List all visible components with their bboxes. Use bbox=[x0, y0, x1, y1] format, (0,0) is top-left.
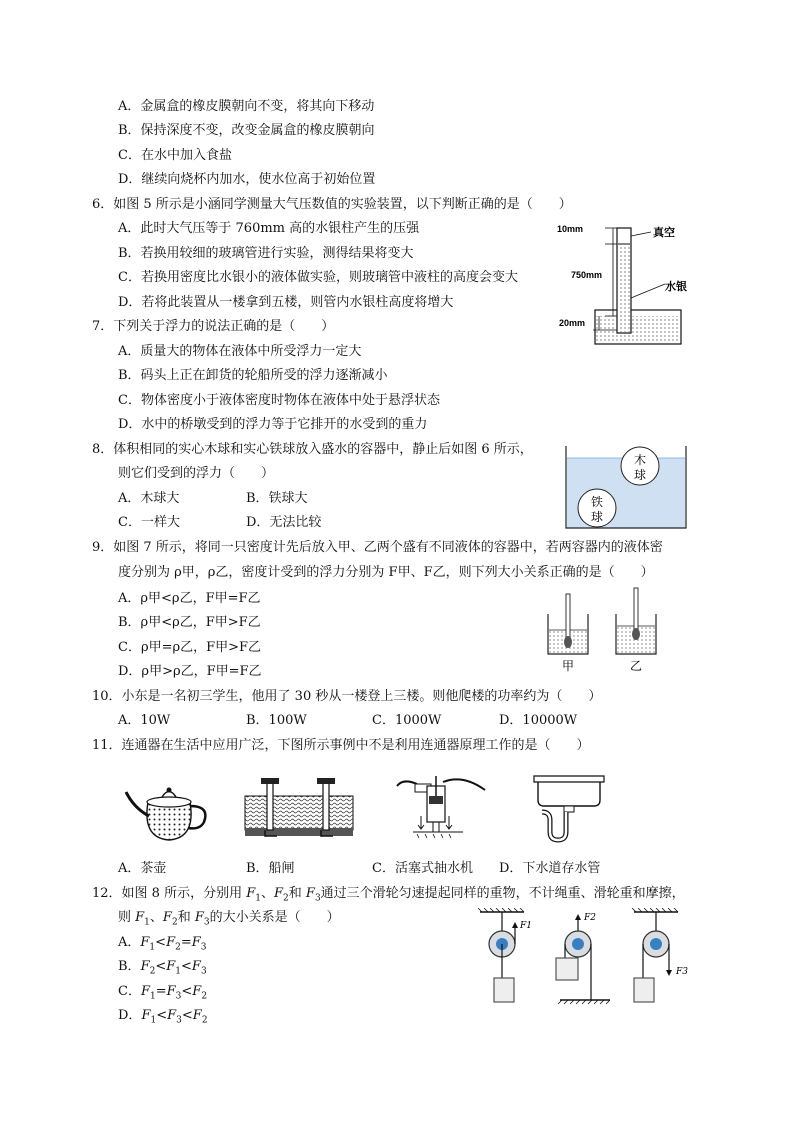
q12-stem-line1: 12．如图 8 所示，分别用 $F_1$、$F_2$和 $F_3$通过三个滑轮匀速提起同样的重物，不计绳重、滑轮重和摩擦， bbox=[92, 886, 685, 904]
iron-ball-label-2: 球 bbox=[591, 510, 604, 524]
iron-ball-label-1: 铁 bbox=[591, 495, 604, 509]
q10-option-a: A．10W bbox=[118, 713, 171, 728]
container-b-label: 乙 bbox=[630, 659, 643, 673]
label-750mm: 750mm bbox=[571, 270, 603, 280]
label-f2: F2 bbox=[584, 913, 596, 923]
label-f3: F3 bbox=[676, 967, 688, 977]
q6-option-a: A．此时大气压等于 760mm 高的水银柱产生的压强 bbox=[118, 221, 420, 236]
teapot-image bbox=[122, 782, 216, 844]
q6-option-d: D．若将此装置从一楼拿到五楼，则管内水银柱高度将增大 bbox=[118, 295, 454, 310]
q7-option-a: A．质量大的物体在液体中所受浮力一定大 bbox=[118, 344, 362, 359]
q8-option-b: B．铁球大 bbox=[246, 491, 308, 506]
label-f1: F1 bbox=[520, 921, 532, 931]
q10-option-b: B．100W bbox=[246, 713, 307, 728]
q6-stem: 6．如图 5 所示是小涵同学测量大气压数值的实验装置，以下判断正确的是（ ） bbox=[92, 197, 572, 212]
ship-lock-image bbox=[243, 774, 355, 840]
q5-option-d: D．继续向烧杯内加水，使水位高于初始位置 bbox=[118, 172, 376, 187]
q9-stem-line1: 9．如图 7 所示，将同一只密度计先后放入甲、乙两个盛有不同液体的容器中，若两容器内的液体密 bbox=[92, 540, 663, 555]
q12-option-d: D．$F_1<F_3<F_2$ bbox=[118, 1008, 208, 1026]
q11-option-c: C．活塞式抽水机 bbox=[372, 861, 473, 876]
q6-option-c: C．若换用密度比水银小的液体做实验，则玻璃管中液柱的高度会变大 bbox=[118, 270, 518, 285]
q8-option-a: A．木球大 bbox=[118, 491, 180, 506]
q12-option-c: C．$F_1=F_3<F_2$ bbox=[118, 984, 208, 1002]
q5-option-a: A．金属盒的橡皮膜朝向不变，将其向下移动 bbox=[118, 99, 375, 114]
sink-trap-image bbox=[530, 772, 608, 844]
q9-option-d: D．ρ甲>ρ乙，F甲=F乙 bbox=[118, 664, 262, 679]
q11-option-a: A．茶壶 bbox=[118, 861, 167, 876]
figure-7-hydrometers bbox=[544, 586, 664, 674]
wood-ball-label-2: 球 bbox=[634, 468, 647, 482]
q11-stem: 11．连通器在生活中应用广泛，下图所示事例中不是利用连通器原理工作的是（ ） bbox=[92, 738, 590, 753]
q5-option-b: B．保持深度不变，改变金属盒的橡皮膜朝向 bbox=[118, 123, 375, 138]
q8-option-d: D．无法比较 bbox=[246, 515, 322, 530]
q11-option-d: D．下水道存水管 bbox=[499, 861, 601, 876]
q8-stem-line1: 8．体积相同的实心木球和实心铁球放入盛水的容器中，静止后如图 6 所示， bbox=[92, 442, 533, 457]
label-vacuum: 真空 bbox=[653, 226, 675, 239]
q8-stem-line2: 则它们受到的浮力（ ） bbox=[118, 466, 275, 481]
q9-option-b: B．ρ甲<ρ乙，F甲>F乙 bbox=[118, 615, 261, 630]
label-mercury: 水银 bbox=[665, 280, 687, 293]
q5-option-c: C．在水中加入食盐 bbox=[118, 148, 232, 163]
container-a-label: 甲 bbox=[562, 659, 575, 673]
q12-option-b: B．$F_2<F_1<F_3$ bbox=[118, 959, 207, 977]
q9-stem-line2: 度分别为 ρ甲，ρ乙，密度计受到的浮力分别为 F甲、F乙，则下列大小关系正确的是（ ） bbox=[118, 565, 654, 580]
q7-option-c: C．物体密度小于液体密度时物体在液体中处于悬浮状态 bbox=[118, 393, 440, 408]
q12-option-a: A．$F_1<F_2=F_3$ bbox=[118, 935, 207, 953]
wood-ball-label-1: 木 bbox=[634, 453, 647, 467]
piston-pump-image bbox=[393, 772, 489, 842]
figure-6-balls-in-water bbox=[564, 444, 688, 530]
figure-5-barometer bbox=[555, 218, 695, 348]
q10-stem: 10．小东是一名初三学生，他用了 30 秒从一楼登上三楼。则他爬楼的功率约为（ ） bbox=[92, 689, 602, 704]
q9-option-c: C．ρ甲=ρ乙，F甲>F乙 bbox=[118, 640, 262, 655]
q7-option-b: B．码头上正在卸货的轮船所受的浮力逐渐减小 bbox=[118, 368, 388, 383]
label-10mm: 10mm bbox=[557, 224, 584, 234]
label-20mm: 20mm bbox=[559, 318, 586, 328]
q10-option-c: C．1000W bbox=[372, 713, 442, 728]
q9-option-a: A．ρ甲<ρ乙，F甲=F乙 bbox=[118, 591, 261, 606]
q6-option-b: B．若换用较细的玻璃管进行实验，测得结果将变大 bbox=[118, 246, 414, 261]
q7-stem: 7．下列关于浮力的说法正确的是（ ） bbox=[92, 319, 335, 334]
q10-option-d: D．10000W bbox=[499, 713, 578, 728]
q12-stem-line2: 则 $F_1$、$F_2$和 $F_3$的大小关系是（ ） bbox=[118, 910, 340, 928]
q8-option-c: C．一样大 bbox=[118, 515, 180, 530]
figure-8-pulleys bbox=[474, 908, 714, 1014]
q7-option-d: D．水中的桥墩受到的浮力等于它排开的水受到的重力 bbox=[118, 417, 428, 432]
q11-option-b: B．船闸 bbox=[246, 861, 295, 876]
